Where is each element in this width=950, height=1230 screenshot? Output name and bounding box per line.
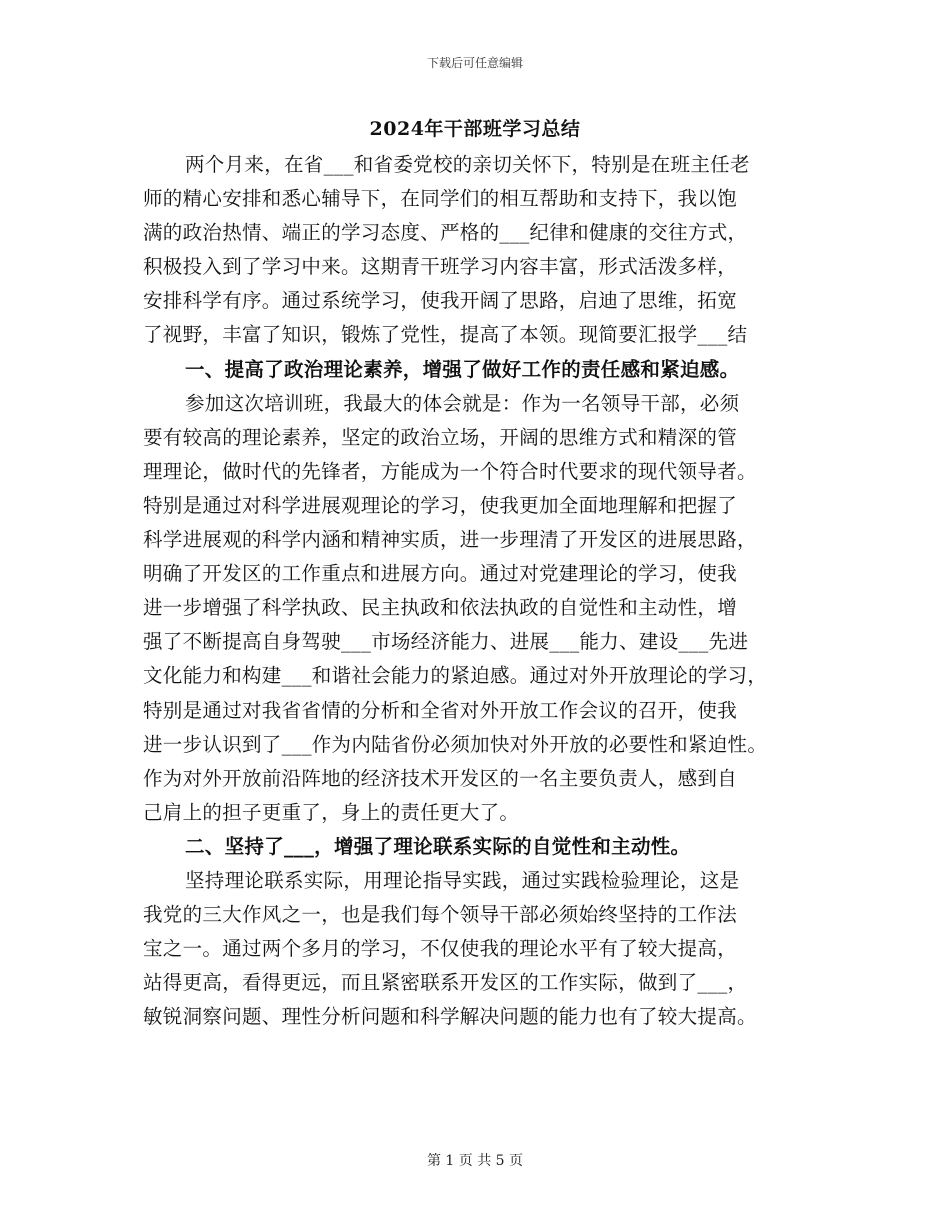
paragraph-line: 己肩上的担子更重了，身上的责任更大了。 — [143, 800, 520, 824]
section-heading: 二、坚持了___，增强了理论联系实际的自觉性和主动性。 — [185, 834, 691, 858]
paragraph-line: 文化能力和构建___和谐社会能力的紧迫感。通过对外开放理论的学习， — [143, 664, 768, 688]
paragraph-line: 站得更高，看得更远，而且紧密联系开发区的工作实际，做到了___， — [143, 971, 748, 995]
paragraph-line: 满的政治热情、端正的学习态度、严格的___纪律和健康的交往方式， — [143, 221, 748, 245]
paragraph-line: 科学进展观的科学内涵和精神实质，进一步理清了开发区的进展思路， — [143, 528, 757, 552]
paragraph-line: 敏锐洞察问题、理性分析问题和科学解决问题的能力也有了较大提高。 — [143, 1005, 757, 1029]
paragraph-line: 师的精心安排和悉心辅导下，在同学们的相互帮助和支持下，我以饱 — [143, 187, 738, 211]
paragraph-line: 两个月来，在省___和省委党校的亲切关怀下，特别是在班主任老 — [185, 153, 750, 176]
paragraph-line: 特别是通过对我省省情的分析和全省对外开放工作会议的召开，使我 — [143, 698, 738, 722]
paragraph-line: 积极投入到了学习中来。这期青干班学习内容丰富，形式活泼多样， — [143, 255, 738, 279]
paragraph-line: 理理论，做时代的先锋者，方能成为一个符合时代要求的现代领导者。 — [143, 459, 757, 483]
paragraph-line: 强了不断提高自身驾驶___市场经济能力、进展___能力、建设___先进 — [143, 630, 749, 654]
paragraph-line: 了视野，丰富了知识，锻炼了党性，提高了本领。现简要汇报学___结 — [143, 323, 748, 347]
header-note: 下载后可任意编辑 — [426, 56, 523, 70]
paragraph-line: 坚持理论联系实际，用理论指导实践，通过实践检验理论，这是 — [185, 868, 740, 892]
paragraph-line: 作为对外开放前沿阵地的经济技术开发区的一名主要负责人，感到自 — [143, 766, 738, 790]
section-heading: 一、提高了政治理论素养，增强了做好工作的责任感和紧迫感。 — [185, 357, 740, 381]
paragraph-line: 宝之一。通过两个多月的学习，不仅使我的理论水平有了较大提高， — [143, 937, 738, 961]
paragraph-line: 进一步增强了科学执政、民主执政和依法执政的自觉性和主动性，增 — [143, 596, 738, 620]
paragraph-line: 安排科学有序。通过系统学习，使我开阔了思路，启迪了思维，拓宽 — [143, 289, 738, 313]
paragraph-line: 我党的三大作风之一，也是我们每个领导干部必须始终坚持的工作法 — [143, 903, 738, 927]
paragraph-line: 进一步认识到了___作为内陆省份必须加快对外开放的必要性和紧迫性。 — [143, 732, 768, 756]
paragraph-line: 特别是通过对科学进展观理论的学习，使我更加全面地理解和把握了 — [143, 493, 738, 517]
page-footer: 第 1 页 共 5 页 — [426, 1153, 524, 1169]
document-body — [143, 148, 823, 1034]
document-title: 2024年干部班学习总结 — [369, 118, 581, 140]
paragraph-line: 明确了开发区的工作重点和进展方向。通过对党建理论的学习，使我 — [143, 562, 738, 586]
paragraph-line: 参加这次培训班，我最大的体会就是：作为一名领导干部，必须 — [185, 391, 740, 415]
paragraph-line: 要有较高的理论素养，坚定的政治立场，开阔的思维方式和精深的管 — [143, 425, 738, 449]
